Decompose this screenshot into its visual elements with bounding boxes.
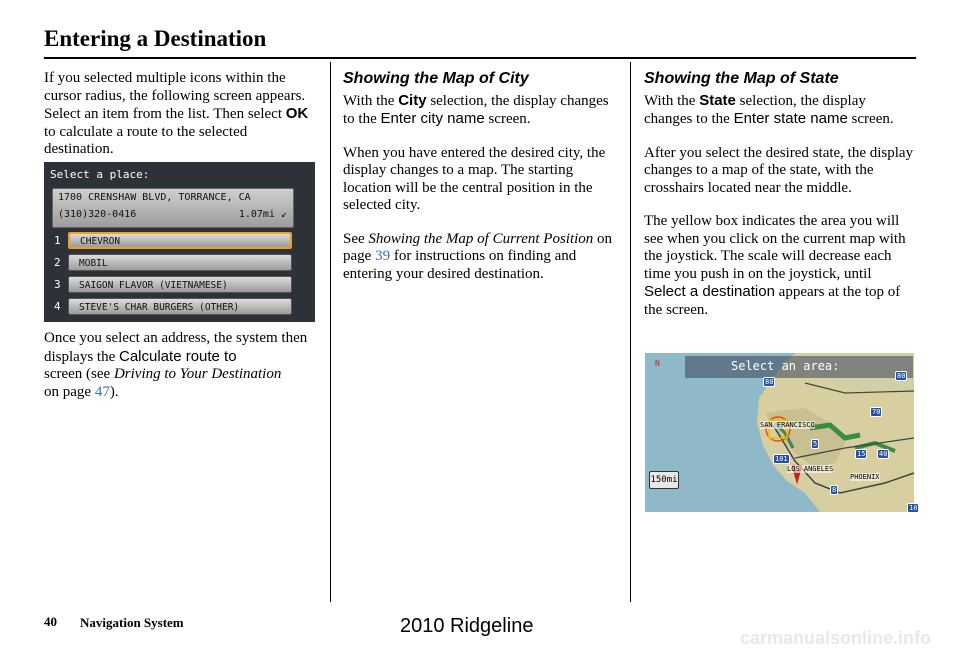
- enter-city-name-label: Enter city name: [380, 110, 485, 127]
- calculate-route-label: Calculate route to: [119, 347, 237, 365]
- select-destination-label: Select a destination: [644, 283, 775, 300]
- column-divider-2: [630, 62, 631, 602]
- city-label-los-angeles: LOS ANGELES: [787, 465, 834, 473]
- map-header: Select an area:: [731, 359, 840, 373]
- place-row-3: 3 SAIGON FLAVOR (VIETNAMESE): [52, 276, 292, 294]
- col2-paragraph-3: See Showing the Map of Current Position on page 39 for instructions on finding and entering your desired destination.: [343, 230, 613, 282]
- col1-paragraph-2: Once you select an address, the system then displays the Calculate route to screen (see Driving to Your Destination on page 47).: [44, 330, 308, 400]
- place-item-saigon-flavor: SAIGON FLAVOR (VIETNAMESE): [68, 276, 292, 293]
- route-shield: 70: [872, 408, 881, 416]
- address-box: [52, 188, 294, 228]
- column-1: [44, 70, 320, 175]
- route-shield: 40: [879, 450, 888, 458]
- ok-label: OK: [285, 105, 309, 122]
- col3-paragraph-3: The yellow box indicates the area you will see when you click on the current map with the joystick. The scale will decrease each time you push in on the joystick, until Select a destination appears at the top of the screen.: [644, 213, 906, 318]
- map-scale: 150mi: [649, 471, 679, 489]
- place-row-4: 4 STEVE'S CHAR BURGERS (OTHER): [52, 298, 292, 316]
- ref-driving-to-destination: Driving to Your Destination: [113, 366, 282, 382]
- route-shield: 15: [857, 450, 866, 458]
- model-watermark: 2010 Ridgeline: [400, 615, 534, 637]
- page-link-39[interactable]: 39: [375, 248, 391, 264]
- route-shield: 80: [897, 372, 906, 380]
- route-shield: 101: [775, 455, 788, 463]
- compass-icon: N: [655, 359, 660, 368]
- phone-text: (310)320-0416: [58, 209, 137, 220]
- place-item-chevron: CHEVRON: [68, 232, 292, 249]
- col1-paragraph-1: If you selected multiple icons within the cursor radius, the following screen appears. Select an item from the list. Then select OK to calculate a route to the selected destination.: [44, 70, 309, 157]
- heading-map-of-state: Showing the Map of State: [644, 70, 839, 87]
- column-3: [644, 70, 916, 335]
- route-shield: 8: [832, 486, 837, 494]
- col2-paragraph-1: With the City selection, the display changes to the Enter city name screen.: [343, 91, 609, 127]
- page-number: 40: [44, 614, 57, 629]
- state-label: State: [699, 91, 736, 109]
- city-label: City: [398, 91, 427, 109]
- heading-map-of-city: Showing the Map of City: [343, 70, 529, 87]
- place-item-mobil: MOBIL: [68, 254, 292, 271]
- footer-label: Navigation System: [80, 615, 184, 630]
- place-item-steves: STEVE'S CHAR BURGERS (OTHER): [68, 298, 292, 315]
- direction-arrow-icon: ↙: [280, 209, 287, 220]
- city-label-phoenix: PHOENIX: [850, 473, 880, 481]
- site-watermark: carmanualsonline.info: [740, 628, 932, 648]
- screen1-header: Select a place:: [50, 168, 150, 181]
- title-rule: [44, 57, 916, 59]
- col2-paragraph-2: When you have entered the desired city, the display changes to a map. The starting location will be the central position in the selected city.: [343, 144, 606, 213]
- place-row-1: 1 CHEVRON: [52, 232, 292, 250]
- col3-paragraph-2: After you select the desired state, the display changes to a map of the state, with the crosshairs located near the middle.: [644, 144, 914, 196]
- ref-map-of-current-position: Showing the Map of Current Position: [368, 230, 594, 247]
- column-divider-1: [330, 62, 331, 602]
- page-title: Entering a Destination: [44, 26, 267, 51]
- column-1-lower: [44, 330, 320, 417]
- address-text: 1700 CRENSHAW BLVD, TORRANCE, CA: [58, 192, 251, 203]
- col3-paragraph-1: With the State selection, the display changes to the Enter state name screen.: [644, 91, 894, 127]
- place-row-2: 2 MOBIL: [52, 254, 292, 272]
- route-shield: 80: [765, 378, 774, 386]
- enter-state-name-label: Enter state name: [733, 110, 848, 127]
- distance-text: 1.07mi ↙: [238, 209, 287, 220]
- page-link-47[interactable]: 47: [94, 383, 110, 400]
- route-shield: 10: [909, 504, 918, 512]
- city-label-san-francisco: SAN FRANCISCO: [760, 421, 815, 429]
- column-2: [343, 70, 618, 299]
- route-shield: 5: [813, 440, 818, 448]
- select-place-screenshot: [44, 162, 315, 322]
- select-area-map-screenshot: [645, 353, 918, 512]
